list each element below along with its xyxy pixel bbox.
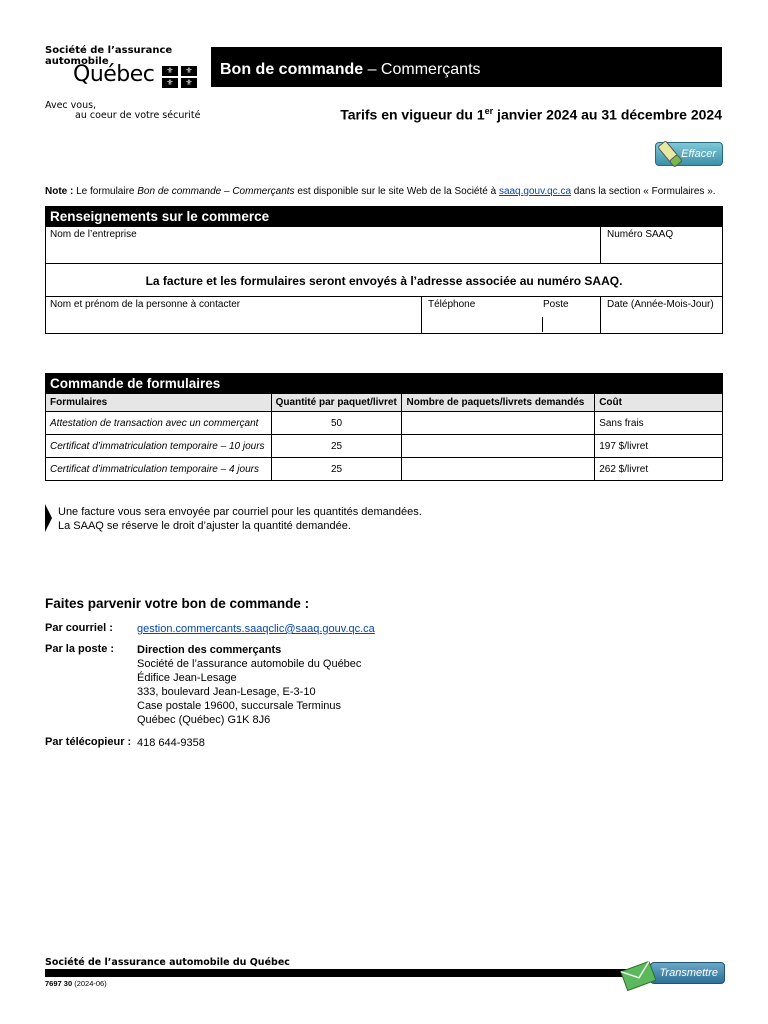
- form-title: Bon de commande: [220, 61, 364, 78]
- email-label: Par courriel :: [45, 622, 113, 634]
- poste-divider: [542, 317, 543, 332]
- logo-org-line1: Société de l’assurance: [45, 45, 173, 56]
- note-text: Le formulaire: [73, 186, 138, 197]
- section-order-title: Commande de formulaires: [45, 373, 723, 393]
- order-table-header: [46, 394, 723, 412]
- qty-cell: 25: [271, 435, 402, 458]
- section-commerce-info: [45, 206, 723, 334]
- contact-name-field[interactable]: [46, 297, 422, 333]
- form-title-bar: [211, 47, 722, 87]
- post-address-line: 333, boulevard Jean-Lesage, E-3-10: [137, 686, 316, 698]
- requested-input[interactable]: [402, 458, 595, 481]
- post-address-line: Édifice Jean-Lesage: [137, 672, 237, 684]
- table-row: [46, 435, 723, 458]
- date-label: Date (Année-Mois-Jour): [607, 299, 714, 310]
- qty-cell: 25: [271, 458, 402, 481]
- note-text: est disponible sur le site Web de la Société à: [294, 186, 499, 197]
- tarifs-sup: er: [484, 106, 494, 116]
- post-address-line: Québec (Québec) G1K 8J6: [137, 714, 271, 726]
- form-code: 7697 30: [45, 979, 73, 988]
- logo-quebec: Québec: [73, 62, 155, 87]
- email-link[interactable]: gestion.commercants.saaqclic@saaq.gouv.qc.ca: [137, 623, 375, 635]
- phone-label: Téléphone: [428, 299, 476, 310]
- poste-field[interactable]: [540, 297, 600, 333]
- date-field[interactable]: [601, 297, 722, 333]
- commerce-info-box: [45, 226, 723, 334]
- saaq-number-field[interactable]: [601, 227, 722, 263]
- tarifs-heading: [340, 106, 722, 123]
- form-name-cell: Certificat d’immatriculation temporaire – 10 jours: [46, 435, 272, 458]
- requested-input[interactable]: [402, 412, 595, 435]
- effacer-label: Effacer: [681, 148, 716, 160]
- form-subtitle: – Commerçants: [363, 61, 481, 78]
- envelope-icon: [620, 958, 656, 992]
- email-value: [137, 622, 375, 636]
- column-header: Quantité par paquet/livret: [271, 394, 402, 412]
- tarifs-text-start: Tarifs en vigueur du 1: [340, 106, 485, 123]
- company-name-label: Nom de l’entreprise: [50, 229, 137, 240]
- note-paragraph: [45, 186, 716, 197]
- note-label: Note :: [45, 186, 74, 197]
- transmettre-label: Transmettre: [659, 967, 718, 979]
- section-order-forms: [45, 373, 723, 481]
- poste-label: Poste: [543, 299, 569, 310]
- cost-cell: 197 $/livret: [595, 435, 723, 458]
- post-address-line: Société de l’assurance automobile du Québec: [137, 658, 362, 670]
- table-row: [46, 458, 723, 481]
- arrow-marker-icon: [45, 504, 52, 532]
- message-line1: Une facture vous sera envoyée par courriel pour les quantités demandées.: [58, 506, 422, 518]
- qty-cell: 50: [271, 412, 402, 435]
- saaq-number-label: Numéro SAAQ: [607, 229, 674, 240]
- post-address-line: Direction des commerçants: [137, 644, 282, 656]
- footer-rule: [45, 969, 685, 977]
- logo-slogan-line1: Avec vous,: [45, 100, 97, 111]
- requested-input[interactable]: [402, 435, 595, 458]
- form-version-date: (2024-06): [72, 979, 107, 988]
- table-row: [46, 412, 723, 435]
- fax-value: 418 644-9358: [137, 737, 205, 749]
- section-commerce-title: Renseignements sur le commerce: [45, 206, 723, 226]
- fleur-de-lis-flag-icon: ⚜ ⚜ ⚜ ⚜: [162, 66, 197, 88]
- order-table: [45, 393, 723, 481]
- column-header: Formulaires: [46, 394, 272, 412]
- saaq-website-link[interactable]: saaq.gouv.qc.ca: [498, 186, 572, 197]
- eraser-icon: [651, 135, 689, 173]
- post-address: [137, 643, 361, 727]
- logo-org-line2: automobile: [45, 56, 109, 67]
- invoice-message: [58, 505, 422, 533]
- post-label: Par la poste :: [45, 643, 115, 655]
- cost-cell: 262 $/livret: [595, 458, 723, 481]
- column-header: Nombre de paquets/livrets demandés: [402, 394, 595, 412]
- note-text: dans la section « Formulaires ».: [571, 186, 716, 197]
- contact-name-label: Nom et prénom de la personne à contacter: [50, 299, 241, 310]
- effacer-button[interactable]: [655, 142, 723, 166]
- transmettre-button[interactable]: [650, 962, 725, 984]
- message-line2: La SAAQ se réserve le droit d’ajuster la quantité demandée.: [58, 520, 351, 532]
- invoice-notice: La facture et les formulaires seront envoyés à l’adresse associée au numéro SAAQ.: [46, 263, 722, 297]
- fax-label: Par télécopieur :: [45, 736, 132, 748]
- footer-org-name: Société de l’assurance automobile du Québec: [45, 957, 290, 968]
- footer-form-code: [45, 979, 107, 988]
- cost-cell: Sans frais: [595, 412, 723, 435]
- send-heading: Faites parvenir votre bon de commande :: [45, 596, 310, 611]
- company-name-field[interactable]: [46, 227, 601, 263]
- post-address-line: Case postale 19600, succursale Terminus: [137, 700, 342, 712]
- column-header: Coût: [595, 394, 723, 412]
- form-name-cell: Attestation de transaction avec un commerçant: [46, 412, 272, 435]
- logo-slogan-line2: au coeur de votre sécurité: [75, 110, 201, 121]
- note-form-name: Bon de commande – Commerçants: [137, 186, 295, 197]
- form-name-cell: Certificat d’immatriculation temporaire – 4 jours: [46, 458, 272, 481]
- tarifs-text-end: janvier 2024 au 31 décembre 2024: [493, 106, 722, 123]
